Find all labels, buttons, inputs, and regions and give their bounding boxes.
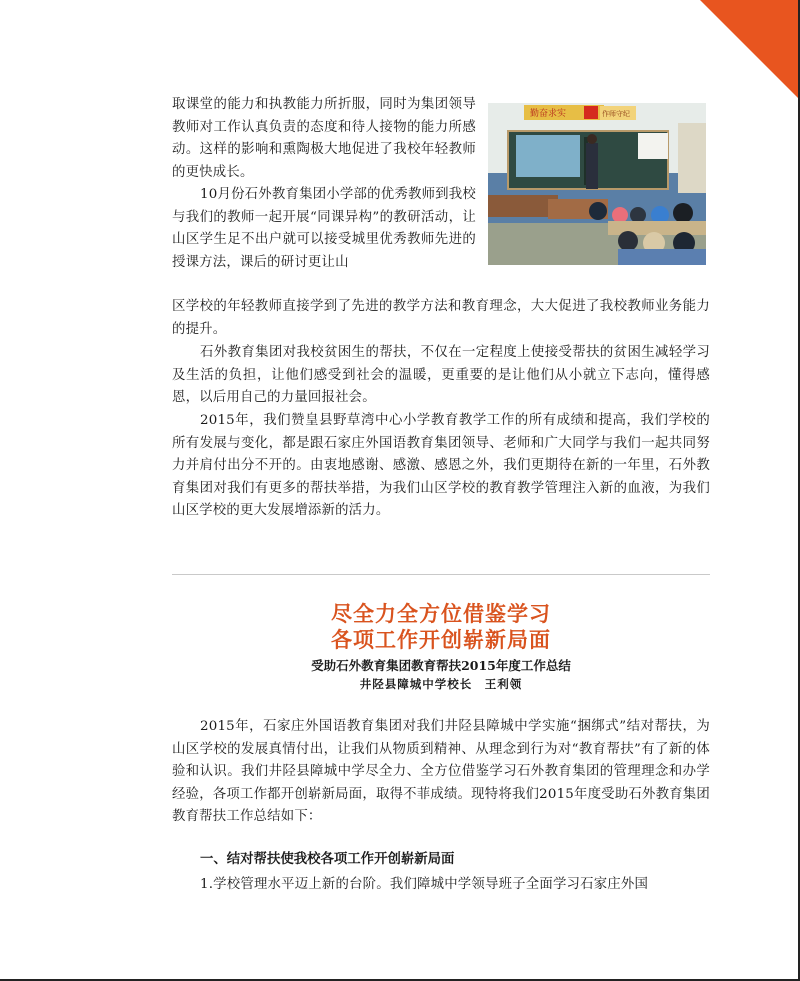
paragraph-2-continued: 区学校的年轻教师直接学到了先进的教学方法和教育理念，大大促进了我校教师业务能力的提升。	[172, 299, 710, 337]
article2-paragraph-2: 1.学校管理水平迈上新的台阶。我们障城中学领导班子全面学习石家庄外国	[200, 877, 649, 892]
paragraph-3: 石外教育集团对我校贫困生的帮扶，不仅在一定程度上使接受帮扶的贫困生减轻学习及生活的负担，让他们感受到社会的温暖，更重要的是让他们从小就立下志向，懂得感恩，以后用自己的力量回报社会。	[172, 345, 710, 406]
corner-decoration	[700, 0, 800, 100]
article-title-line-2: 各项工作开创崭新局面	[331, 627, 551, 652]
article-author: 井陉县障城中学校长 王利领	[359, 677, 523, 691]
banner-right-text: 作师守纪	[602, 110, 630, 118]
classroom-photo	[488, 103, 706, 265]
paragraph-4: 2015年，我们赞皇县野草湾中心小学教育教学工作的所有成绩和提高，我们学校的所有发展与变化，都是跟石家庄外国语教育集团领导、老师和广大同学与我们一起共同努力并肩付出分不开的。由衷地感谢、感激、感恩之外，我们更期待在新的一年里，石外教育集团对我们有更多的帮扶举措，为我们山区学校的教育教学管理注入新的血液，为我们山区学校的更大发展增添新的活力。	[172, 413, 710, 519]
paragraph-1: 取课堂的能力和执教能力所折服，同时为集团领导教师对工作认真负责的态度和待人接物的能力所感动。这样的影响和熏陶极大地促进了我校年轻教师的更快成长。	[172, 97, 476, 180]
article-title-line-1: 尽全力全方位借鉴学习	[331, 601, 551, 626]
banner-left-text: 勤奋求实	[530, 109, 567, 119]
article2-paragraph-1: 2015年，石家庄外国语教育集团对我们井陉县障城中学实施“捆绑式”结对帮扶，为山区学校的发展真情付出，让我们从物质到精神、从理念到行为对“教育帮扶”有了新的体验和认识。我们井陉县障城中学尽全力、全方位借鉴学习石外教育集团的管理理念和办学经验，各项工作都开创崭新局面，取得不菲成绩。现特将我们2015年度受助石外教育集团教育帮扶工作总结如下：	[172, 719, 710, 825]
article-subtitle: 受助石外教育集团教育帮扶2015年度工作总结	[311, 658, 571, 673]
section-heading-1: 一、结对帮扶使我校各项工作开创崭新局面	[200, 851, 455, 867]
section-divider	[172, 574, 710, 575]
paragraph-2: 10月份石外教育集团小学部的优秀教师到我校与我们的教师一起开展“同课异构”的教研活动，让山区学生足不出户就可以接受城里优秀教师先进的授课方法，课后的研讨更让山	[172, 187, 476, 270]
